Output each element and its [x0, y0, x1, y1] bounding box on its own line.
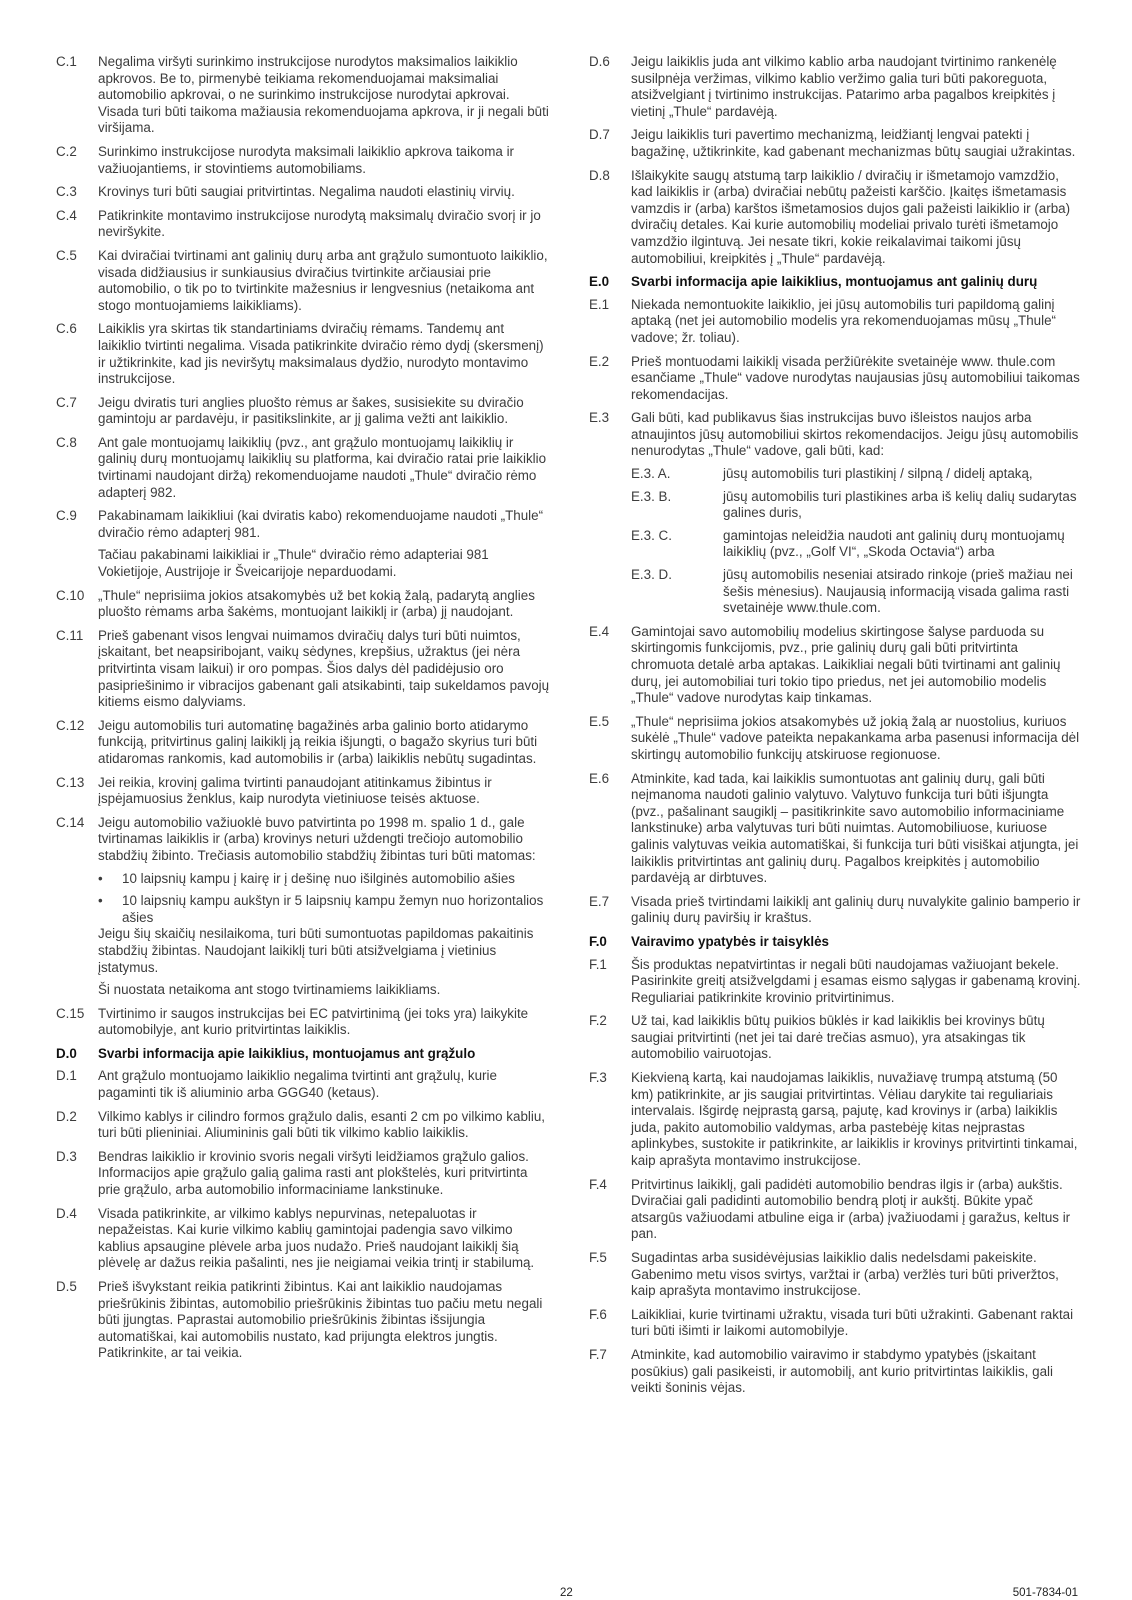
clause-number: C.11 — [56, 627, 84, 643]
clause-body — [98, 248, 550, 314]
clause-item — [589, 771, 1081, 887]
clause-number: D.0 — [56, 1045, 77, 1061]
clause-body — [98, 718, 550, 768]
clause-text: Šis produktas nepatvirtintas ir negali būti naudojamas važiuojant bekele. Pasirinkite greitį atsižvelgdami į esamas eismo sąlygas ir gabenamą krovinį. Reguliariai patikrinkite krovinio pritvirtinimus. — [631, 956, 1081, 1005]
clause-item — [589, 127, 1081, 160]
clause-body — [631, 274, 1081, 291]
clause-number: E.6 — [589, 770, 610, 786]
clause-text: Tačiau pakabinami laikikliai ir „Thule“ dviračio rėmo adapteriai 981 Vokietijoje, Austrijoje ir Šveicarijoje neparduodami. — [98, 547, 489, 580]
bullet-item — [98, 871, 550, 888]
clause-text: Jeigu laikiklis juda ant vilkimo kablio arba naudojant tvirtinimo rankenėlę susilpnėja veržimas, vilkimo kablio veržimo galia turi būti pakoreguota, atsižvelgiant į tvirtinimo instrukcijas. Patarimo arba pagalbos kreipkitės į vietinį „Thule“ pardavėją. — [631, 54, 1057, 119]
clause-item — [589, 1307, 1081, 1340]
clause-number: F.3 — [589, 1070, 607, 1086]
clause-item — [56, 1006, 550, 1039]
clause-body — [631, 54, 1081, 120]
clause-text: Atminkite, kad tada, kai laikiklis sumontuotas ant galinių durų, gali būti neįmanoma naudoti galinio valytuvo. Valytuvo funkcija turi būti išjungta (pvz., pašalinant saugiklį – pasitikrinkite savo automobilio informaciniame lankstinuke) arba valytuvas turi būti nuimtas. Automobiliuose, kuriuose galinis valytuvas veikia automatiškai, ši funkcija turi būti visiškai atjungta, jei laikiklis pritvirtintas ant galinių durų. Pagalbos kreipkitės į automobilio pardavėją ar dirbtuves. — [631, 770, 1079, 886]
sub-item-text: jūsų automobilis turi plastikinį / silpną / didelį aptaką, — [723, 466, 1033, 482]
clause-item — [56, 588, 550, 621]
clause-number: F.2 — [589, 1013, 607, 1029]
clause-body — [98, 588, 550, 621]
sub-item — [631, 567, 1081, 617]
clause-number: E.7 — [589, 893, 610, 909]
clause-text: Ant gale montuojamų laikiklių (pvz., ant grąžulo montuojamų laikiklių ir galinių durų montuojamų laikiklių su platforma, kai dviračio ratai prie laikiklio tvirtinami naudojant diržą) rekomenduojame naudoti „Thule“ dviračio rėmo adapterį 982. — [98, 434, 547, 500]
clause-text: Pakabinamam laikikliui (kai dviratis kabo) rekomenduojame naudoti „Thule“ dviračio rėmo adapterį 981. — [98, 508, 544, 540]
clause-number: D.7 — [589, 127, 610, 143]
clause-body — [631, 894, 1081, 927]
clause-body — [98, 1068, 550, 1101]
clause-number: E.1 — [589, 296, 610, 312]
sub-item — [631, 489, 1081, 522]
clause-item — [56, 184, 550, 201]
clause-text: Pritvirtinus laikiklį, gali padidėti automobilio bendras ilgis ir (arba) aukštis. Dviračiai gali padidinti automobilio bendrą plotį ir aukštį. Būkite ypač atsargūs važiuodami atbuline eiga ir (arba) įvažiuodami į garažus, keltus ir pan. — [631, 1176, 1071, 1242]
clause-body — [98, 1006, 550, 1039]
clause-item — [56, 208, 550, 241]
clause-number: C.10 — [56, 587, 85, 603]
clause-text: Visada prieš tvirtindami laikiklį ant galinių durų nuvalykite galinio bamperio ir galinių durų paviršių ir kraštus. — [631, 893, 1081, 926]
clause-text: Visada patikrinkite, ar vilkimo kablys nepurvinas, netepaluotas ir nepažeistas. Kai kurie vilkimo kablių gamintojai padengia savo vilkimo kablius apsaugine plėvele arba juos nudažo. Prieš naudojant laikiklį šią plėvelę ar dažus reikia pašalinti, nes jie neigiamai veikia trintį ir stabilumą. — [98, 1205, 535, 1271]
clause-item — [589, 624, 1081, 707]
sub-item — [631, 528, 1081, 561]
clause-body — [98, 628, 550, 711]
clause-text: Už tai, kad laikiklis būtų puikios būklės ir kad laikiklis bei krovinys būtų saugiai pritvirtinti (net jei tai darė trečias asmuo), yra atsakingas tik automobilio vairuotojas. — [631, 1013, 1045, 1062]
document-code: 501-7834-01 — [1012, 1587, 1078, 1599]
clause-item — [56, 144, 550, 177]
clause-text: Ši nuostata netaikoma ant stogo tvirtinamiems laikikliams. — [98, 982, 441, 998]
clause-item — [56, 1206, 550, 1272]
section-heading — [589, 934, 1081, 951]
sub-item-text: jūsų automobilis neseniai atsirado rinkoje (prieš mažiau nei šešis mėnesius). Naujausią informaciją visada galima rasti svetainėje www.thule.com. — [723, 567, 1073, 616]
clause-body — [98, 208, 550, 241]
clause-number: D.6 — [589, 54, 610, 69]
clause-number: E.5 — [589, 713, 610, 729]
bullet-dot: • — [98, 893, 103, 909]
clause-item — [589, 1070, 1081, 1170]
clause-text: Laikikliai, kurie tvirtinami užraktu, visada turi būti užrakinti. Gabenant raktai turi būti išimti ir laikomi automobilyje. — [631, 1306, 1074, 1339]
clause-number: D.2 — [56, 1108, 77, 1124]
clause-item — [56, 815, 550, 999]
clause-body — [98, 508, 550, 580]
clause-body — [631, 297, 1081, 347]
clause-item — [589, 894, 1081, 927]
clause-number: D.3 — [56, 1148, 77, 1164]
clause-text: Laikiklis yra skirtas tik standartiniams dviračių rėmams. Tandemų ant laikiklio tvirtinti negalima. Visada patikrinkite dviračio rėmo dydį (skersmenį) ir užtikrinkite, kad jis neviršytų maksimalaus dydžio, nurodyto montavimo instrukcijose. — [98, 321, 544, 387]
clause-number: F.7 — [589, 1346, 607, 1362]
clause-item — [589, 1347, 1081, 1397]
clause-text: Kai dviračiai tvirtinami ant galinių durų arba ant grąžulo sumontuoto laikiklio, visada didžiausius ir sunkiausius dviračius tvirtinkite arčiausiai prie automobilio, o tik po to tvirtinkite mažesnius ir lengvesnius (netaikoma ant stogo montuojamiems laikikliams). — [98, 247, 548, 313]
clause-number: F.0 — [589, 933, 607, 949]
clause-number: D.5 — [56, 1279, 77, 1294]
clause-text: Prieš gabenant visos lengvai nuimamos dviračių dalys turi būti nuimtos, įskaitant, bet neapsiribojant, vaikų sėdynes, krepšius, užraktus (jei nėra pritvirtinta visam laikui) ir oro pompas. Šios dalys dėl padidėjusio oro pasipriešinimo ir vibracijos gabenant gali atsikabinti, taip sukeldamos pavojų kitiems eismo dalyviams. — [98, 627, 550, 710]
clause-number: F.5 — [589, 1250, 607, 1265]
clause-body — [98, 1206, 550, 1272]
clause-body — [98, 395, 550, 428]
clause-number: F.6 — [589, 1306, 607, 1322]
clause-body — [631, 127, 1081, 160]
clause-number: C.2 — [56, 143, 77, 159]
section-heading — [589, 274, 1081, 291]
clause-body — [631, 1177, 1081, 1243]
clause-body — [631, 1250, 1081, 1300]
clause-body — [631, 1347, 1081, 1397]
clause-text: Prieš išvykstant reikia patikrinti žibintus. Kai ant laikiklio naudojamas priešrūkinis žibintas, automobilio priešrūkinis žibintas tuo pačiu metu negali būti įjungtas. Paprastai automobilio priešrūkinis žibintas išsijungia automatiškai, kai automobilis nustato, kad prijungta elektros jungtis. Patikrinkite, ar tai veikia. — [98, 1279, 543, 1361]
clause-number: C.5 — [56, 247, 77, 263]
clause-number: F.1 — [589, 956, 607, 972]
clause-body — [631, 957, 1081, 1007]
clause-text: „Thule“ neprisiima jokios atsakomybės už jokią žalą ar nuostolius, kuriuos sukėlė „Thule“ vadove pateikta nepakankama arba pasenusi informacija dėl skirtingų automobilio funkcijų atskiruose regionuose. — [631, 713, 1080, 762]
sub-item-number: E.3. A. — [631, 466, 671, 482]
clause-body — [631, 410, 1081, 617]
clause-text: Sugadintas arba susidėvėjusias laikiklio dalis nedelsdami pakeiskite. Gabenimo metu visos svirtys, varžtai ir (arba) veržlės turi būti priveržtos, kaip aprašyta montavimo instrukcijose. — [631, 1250, 1059, 1299]
clause-body — [98, 1279, 550, 1362]
clause-text: Ant grąžulo montuojamo laikiklio negalima tvirtinti ant grąžulų, kurie pagaminti tik iš aliuminio arba GGG40 (ketaus). — [98, 1068, 497, 1101]
clause-number: D.1 — [56, 1068, 77, 1084]
sub-item-text: gamintojas neleidžia naudoti ant galinių durų montuojamų laikiklių (pvz., „Golf VI“, „Skoda Octavia“) arba — [723, 527, 1065, 560]
clause-number: C.12 — [56, 717, 85, 733]
bullet-dot: • — [98, 870, 103, 886]
clause-number: C.6 — [56, 321, 77, 337]
clause-body — [98, 775, 550, 808]
clause-body — [98, 184, 550, 201]
clause-number: C.4 — [56, 207, 77, 223]
clause-item — [589, 54, 1081, 120]
clause-text: Jeigu automobilio važiuoklė buvo patvirtinta po 1998 m. spalio 1 d., gale tvirtinamas laikiklis ir (arba) krovinys neturi uždengti trečiojo automobilio stabdžių žibinto. Trečiasis automobilio stabdžių žibintas turi būti matomas: — [98, 814, 536, 863]
clause-item — [56, 1068, 550, 1101]
clause-number: E.2 — [589, 353, 610, 369]
clause-item — [589, 354, 1081, 404]
sub-item-number: E.3. D. — [631, 567, 672, 583]
clause-item — [589, 714, 1081, 764]
clause-number: E.3 — [589, 410, 610, 426]
clause-text: Surinkimo instrukcijose nurodyta maksimali laikiklio apkrova taikoma ir važiuojantiems, ir stovintiems automobiliams. — [98, 143, 514, 176]
clause-body — [98, 1109, 550, 1142]
bullet-item — [98, 893, 550, 926]
clause-number: C.1 — [56, 54, 77, 69]
clause-item — [589, 410, 1081, 617]
clause-text: Jei reikia, krovinį galima tvirtinti panaudojant atitinkamus žibintus ir įspėjamuosius ženklus, kaip nurodyta vietiniuose teisės aktuose. — [98, 774, 492, 807]
section-heading — [56, 1046, 550, 1063]
clause-item — [56, 395, 550, 428]
clause-text: Tvirtinimo ir saugos instrukcijas bei EC patvirtinimą (jei toks yra) laikykite automobilyje, ant kurio pritvirtintas laikiklis. — [98, 1005, 529, 1038]
clause-text: Kiekvieną kartą, kai naudojamas laikiklis, nuvažiavę trumpą atstumą (50 km) patikrinkite, ar jis saugiai pritvirtintas. Vėliau darykite tai reguliariais intervalais. Išgirdę neįprastą garsą, pajutę, kad krovinys ir (arba) laikiklis juda, pakito automobilio valdymas, arba pastebėję kitas neįprastas aplinkybes, sustokite ir patikrinkite, ar laikiklis ir krovinys pritvirtinti tinkamai, kaip aprašyta montavimo instrukcijose. — [631, 1070, 1078, 1169]
clause-text: Išlaikykite saugų atstumą tarp laikiklio / dviračių ir išmetamojo vamzdžio, kad laikiklis ir (arba) dviračiai nebūtų pažeisti karščio. Įkaitęs išmetamasis vamzdis ir (arba) karštos išmetamosios dujos gali pažeisti laikiklio ir (arba) dviračių detales. Kai kurie automobilių modeliai privalo turėti išmetamojo vamzdžio ilgintuvą. Jei nesate tikri, kokie reikalavimai taikomi jūsų automobiliui, kreipkitės į „Thule“ pardavėją. — [631, 167, 1071, 266]
heading-text: Svarbi informacija apie laikiklius, montuojamus ant grąžulo — [98, 1045, 476, 1061]
clause-number: C.3 — [56, 184, 77, 200]
clause-number: C.7 — [56, 394, 77, 410]
clause-text: Bendras laikiklio ir krovinio svoris negali viršyti leidžiamos grąžulo galios. Informacijos apie grąžulo galią galima rasti ant plokštelės, kuri pritvirtinta prie grąžulo, arba automobilio informaciniame lankstinuke. — [98, 1148, 529, 1198]
page-number: 22 — [560, 1587, 573, 1599]
clause-number: F.4 — [589, 1176, 607, 1192]
clause-text: Jeigu automobilis turi automatinę bagažinės arba galinio borto atidarymo funkciją, pritvirtinus galinį laikiklį ją reikia išjungti, o bagažo skyrius turi būti atidaromas rankomis, kad automobilis ir (arba) laikiklis nebūtų sugadintas. — [98, 717, 538, 766]
sub-item-text: jūsų automobilis turi plastikines arba iš kelių dalių sudarytas galines duris, — [723, 488, 1077, 521]
clause-body — [98, 1149, 550, 1199]
clause-text: Gamintojai savo automobilių modelius skirtingose šalyse parduoda su skirtingomis funkcijomis, pvz., prie galinių durų gali būti pritvirtinta chromuota detalė arba aptakas. Laikikliai negali būti tvirtinami ant galinių durų, jei automobiliai turi tokio tipo priedus, net jei automobilio modelis „Thule“ vadove nurodytas kaip tinkamas. — [631, 623, 1061, 706]
sub-item-number: E.3. B. — [631, 488, 672, 504]
clause-item — [56, 1279, 550, 1362]
clause-body — [631, 934, 1081, 951]
clause-body — [631, 714, 1081, 764]
left-column — [56, 54, 550, 1369]
clause-item — [589, 1250, 1081, 1300]
clause-text: Atminkite, kad automobilio vairavimo ir stabdymo ypatybės (įskaitant posūkius) gali pasikeisti, ir automobilį, ant kurio pritvirtintas laikiklis, gali veikti šoninis vėjas. — [631, 1346, 1053, 1396]
clause-item — [589, 1013, 1081, 1063]
clause-item — [56, 54, 550, 137]
clause-text: Patikrinkite montavimo instrukcijose nurodytą maksimalų dviračio svorį ir jo neviršykite. — [98, 207, 541, 240]
clause-item — [56, 248, 550, 314]
clause-item — [589, 168, 1081, 268]
clause-number: E.0 — [589, 274, 610, 290]
clause-body — [631, 354, 1081, 404]
clause-number: D.8 — [589, 167, 610, 183]
clause-body — [98, 321, 550, 387]
sub-item — [631, 466, 1081, 483]
clause-item — [589, 957, 1081, 1007]
clause-number: C.9 — [56, 508, 77, 524]
clause-number: E.4 — [589, 623, 610, 639]
clause-number: C.14 — [56, 814, 85, 830]
clause-item — [589, 297, 1081, 347]
clause-item — [56, 321, 550, 387]
clause-body — [631, 624, 1081, 707]
clause-text: Krovinys turi būti saugiai pritvirtintas. Negalima naudoti elastinių virvių. — [98, 184, 515, 200]
clause-text: Gali būti, kad publikavus šias instrukcijas buvo išleistos naujos arba atnaujintos jūsų automobiliui skirtos rekomendacijos. Jeigu jūsų automobilis nenurodytas „Thule“ vadove, gali būti, kad: — [631, 410, 1079, 459]
clause-text: Jeigu šių skaičių nesilaikoma, turi būti sumontuotas papildomas pakaitinis stabdžių žibintas. Naudojant laikiklį turi būti atsižvelgiama į vietinius įstatymus. — [98, 926, 534, 975]
clause-body — [631, 1070, 1081, 1170]
clause-item — [589, 1177, 1081, 1243]
clause-number: C.13 — [56, 774, 85, 790]
clause-item — [56, 718, 550, 768]
clause-text: Jeigu laikiklis turi pavertimo mechanizmą, leidžiantį lengvai patekti į bagažinę, užtikrinkite, kad gabenant mechanizmas būtų saugiai užrakintas. — [631, 127, 1076, 159]
bullet-text: 10 laipsnių kampu aukštyn ir 5 laipsnių kampu žemyn nuo horizontalios ašies — [122, 893, 544, 925]
sub-item-number: E.3. C. — [631, 527, 672, 543]
clause-item — [56, 1149, 550, 1199]
clause-text: Prieš montuodami laikiklį visada peržiūrėkite svetainėje www. thule.com esančiame „Thule“ vadove nurodytas naujausias jūsų automobiliui taikomas rekomendacijas. — [631, 353, 1080, 402]
clause-body — [631, 1013, 1081, 1063]
clause-body — [98, 815, 550, 999]
clause-body — [98, 144, 550, 177]
clause-body — [98, 435, 550, 501]
clause-body — [98, 54, 550, 137]
heading-text: Vairavimo ypatybės ir taisyklės — [631, 933, 830, 949]
clause-item — [56, 775, 550, 808]
clause-number: C.8 — [56, 434, 77, 450]
clause-body — [631, 1307, 1081, 1340]
clause-number: C.15 — [56, 1005, 85, 1021]
clause-text: Negalima viršyti surinkimo instrukcijose nurodytos maksimalios laikiklio apkrovos. Be to, pirmenybė teikiama rekomenduojamai maksimaliai automobilio apkrovai, o ne surinkimo instrukcijose nurodytai apkrovai. Visada turi būti taikoma mažiausia rekomenduojama apkrova, ir ji negali būti viršijama. — [98, 54, 549, 136]
right-column — [589, 54, 1081, 1404]
clause-text: Jeigu dviratis turi anglies pluošto rėmus ar šakes, susisiekite su dviračio gamintoju ar pardavėju, ir pasitikslinkite, ar jį galima vežti ant laikiklio. — [98, 394, 524, 427]
clause-text: Vilkimo kablys ir cilindro formos grąžulo dalis, esanti 2 cm po vilkimo kabliu, turi būti plieniniai. Aliumininis gali būti tik vilkimo kablio laikiklis. — [98, 1108, 546, 1141]
clause-item — [56, 1109, 550, 1142]
clause-text: Niekada nemontuokite laikiklio, jei jūsų automobilis turi papildomą galinį aptaką (net jei automobilio modelis yra rekomenduojamas mūsų „Thule“ vadove; žr. toliau). — [631, 296, 1056, 345]
clause-item — [56, 628, 550, 711]
bullet-text: 10 laipsnių kampu į kairę ir į dešinę nuo išilginės automobilio ašies — [122, 870, 516, 886]
clause-body — [98, 1046, 550, 1063]
clause-text: „Thule“ neprisiima jokios atsakomybės už bet kokią žalą, padarytą anglies pluošto rėmams arba šakėms, montuojant laikiklį ir (arba) jį naudojant. — [98, 587, 535, 620]
clause-number: D.4 — [56, 1205, 77, 1221]
heading-text: Svarbi informacija apie laikiklius, montuojamus ant galinių durų — [631, 274, 1038, 290]
clause-body — [631, 168, 1081, 268]
clause-item — [56, 435, 550, 501]
clause-item — [56, 508, 550, 580]
clause-body — [631, 771, 1081, 887]
